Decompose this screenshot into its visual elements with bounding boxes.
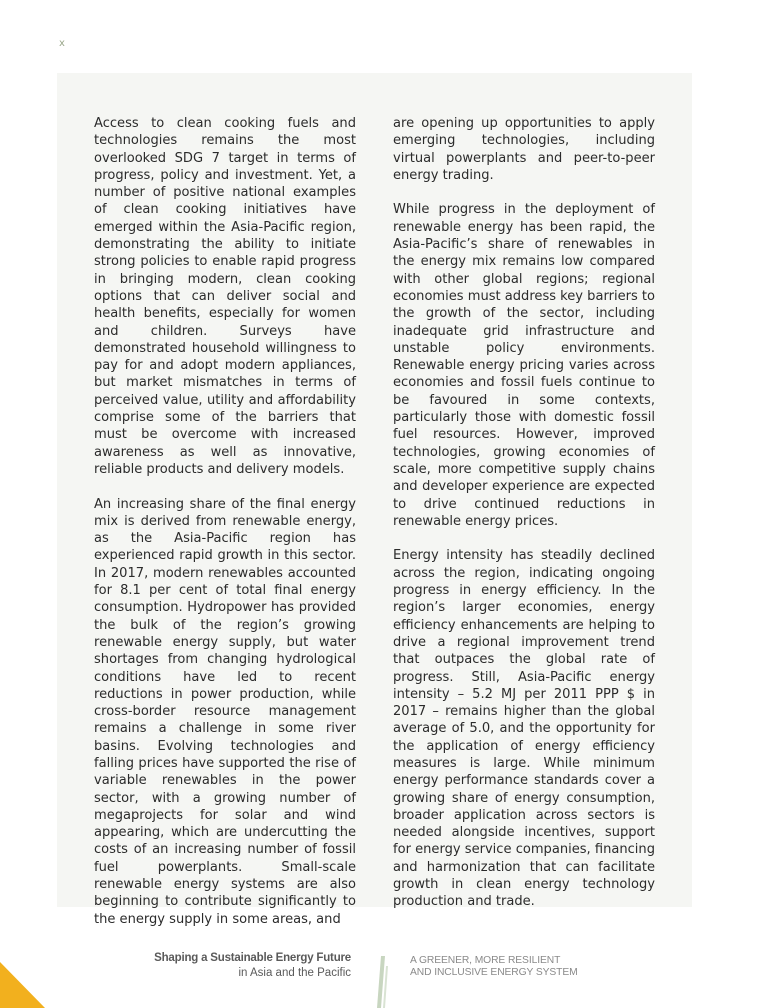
left-column bbox=[94, 115, 356, 945]
footer-section-label bbox=[410, 955, 578, 979]
footer-title: Shaping a Sustainable Energy Future bbox=[154, 952, 351, 964]
footer-section-line-1: A GREENER, MORE RESILIENT bbox=[410, 955, 561, 966]
paragraph-renewable-barriers: While progress in the deployment of renewable energy has been rapid, the Asia-Pacific’s share of renewables in the energy mix remains low compared with other global regions; regional economies must address key barriers to the growth of the sector, including inadequate grid infrastructure and unstable policy environments. Renewable energy pricing varies across economies and fossil fuels continue to be favoured in some contexts, particularly those with domestic fossil fuel resources. However, improved technologies, growing economies of scale, more competitive supply chains and developer experience are expected to drive continued reductions in renewable energy prices. bbox=[393, 202, 656, 529]
paragraph-renewable-share: An increasing share of the final energy mix is derived from renewable energy, as the Asia-Pacific region has experienced rapid growth in this sector. In 2017, modern renewables accounted for 8.1 per cent of total final energy consumption. Hydropower has provided the bulk of the region’s growing renewable energy supply, but water shortages from changing hydrological conditions have led to recent reductions in power production, while cross-border resource management remains a challenge in some river basins. Evolving technologies and falling prices have supported the rise of variable renewables in the power sector, with a growing number of megaprojects for solar and wind appearing, which are undercutting the costs of an increasing number of fossil fuel powerplants. Small-scale renewable energy systems are also beginning to contribute significantly to the energy supply in some areas, and bbox=[94, 496, 356, 927]
footer-divider-icon bbox=[373, 952, 393, 1008]
content-panel bbox=[57, 73, 692, 927]
footer-publication-title bbox=[154, 951, 351, 981]
footer-section-line-2: AND INCLUSIVE ENERGY SYSTEM bbox=[410, 967, 578, 978]
footer-subtitle: in Asia and the Pacific bbox=[238, 967, 351, 979]
paragraph-continued-technologies: are opening up opportunities to apply emerging technologies, including virtual powerplants and peer-to-peer energy trading. bbox=[393, 116, 655, 183]
corner-accent-icon bbox=[0, 962, 45, 1008]
page-marker: x bbox=[59, 38, 65, 49]
paragraph-energy-intensity: Energy intensity has steadily declined across the region, indicating ongoing progress in energy efficiency. In the region’s larger economies, energy efficiency enhancements are helping to drive a regional improvement trend that outpaces the global rate of progress. Still, Asia-Pacific energy intensity – 5.2 MJ per 2011 PPP $ in 2017 – remains higher than the global average of 5.0, and the opportunity for the application of energy efficiency measures is large. While minimum energy performance standards cover a growing share of energy consumption, broader application across sectors is needed alongside incentives, support for energy service companies, financing and harmonization that can facilitate growth in clean energy technology production and trade. bbox=[393, 548, 655, 910]
right-column bbox=[393, 115, 655, 928]
paragraph-clean-cooking: Access to clean cooking fuels and technologies remains the most overlooked SDG 7 target in terms of progress, policy and investment. Yet, a number of positive national examples of clean cooking initiatives have emerged within the Asia-Pacific region, demonstrating the ability to initiate strong policies to enable rapid progress in bringing modern, clean cooking options that can deliver social and health benefits, especially for women and children. Surveys have demonstrated household willingness to pay for and adopt modern appliances, but market mismatches in terms of perceived value, utility and affordability comprise some of the barriers that must be overcome with increased awareness as well as innovative, reliable products and delivery models. bbox=[94, 116, 356, 477]
